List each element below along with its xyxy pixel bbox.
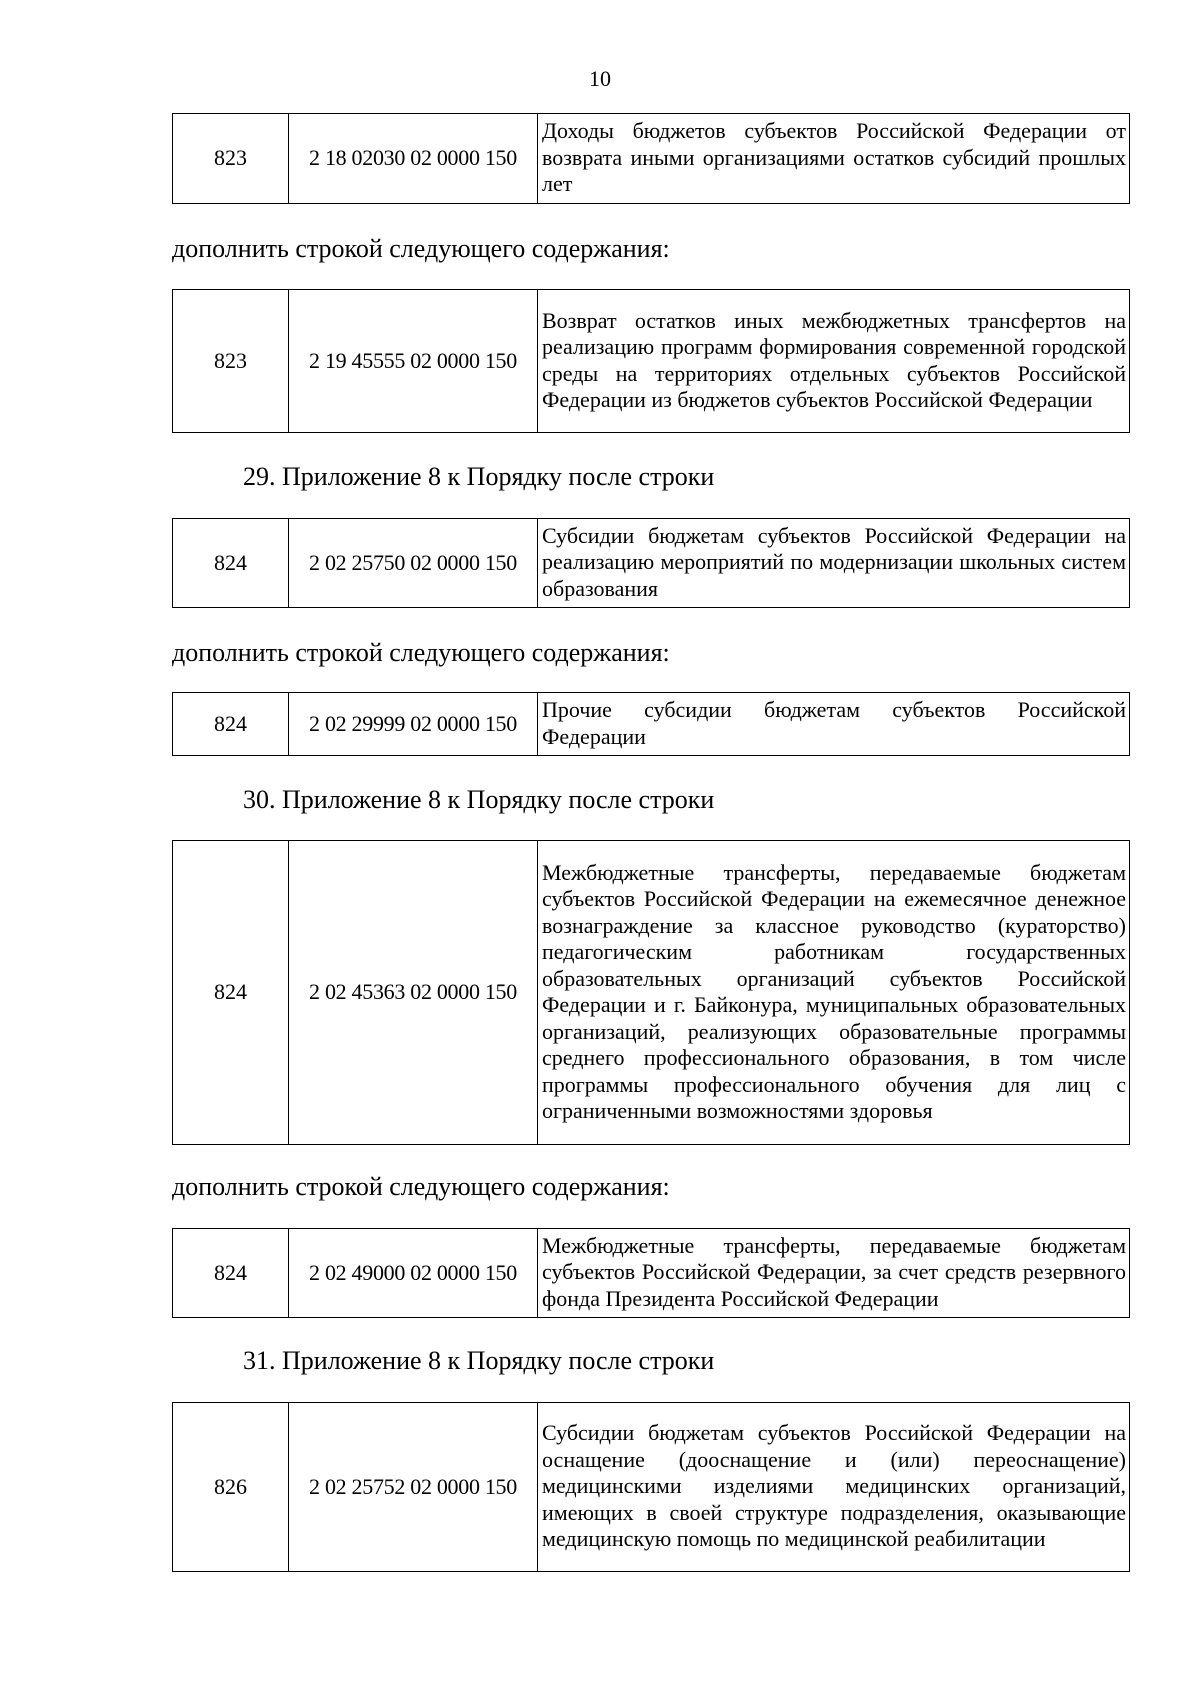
table-row bbox=[173, 693, 1130, 756]
budget-row-table bbox=[172, 518, 1130, 608]
kbk-cell: 2 02 29999 02 0000 150 bbox=[289, 693, 538, 756]
table-row bbox=[173, 519, 1130, 608]
budget-row-table bbox=[172, 289, 1130, 433]
admin-code-cell: 823 bbox=[173, 114, 289, 204]
admin-code-cell: 826 bbox=[173, 1403, 289, 1572]
description-cell: Субсидии бюджетам субъектов Российской Федерации на оснащение (дооснащение и (или) переоснащение) медицинскими изделиями медицинских организаций, имеющих в своей структуре подразделения, оказывающие медицинскую помощь по медицинской реабилитации bbox=[538, 1403, 1130, 1572]
kbk-cell: 2 19 45555 02 0000 150 bbox=[289, 290, 538, 433]
admin-code-cell: 824 bbox=[173, 841, 289, 1145]
table-row bbox=[173, 114, 1130, 204]
description-cell: Доходы бюджетов субъектов Российской Федерации от возврата иными организациями остатков субсидий прошлых лет bbox=[538, 114, 1130, 204]
budget-row-table bbox=[172, 840, 1130, 1145]
description-cell: Субсидии бюджетам субъектов Российской Федерации на реализацию мероприятий по модернизации школьных систем образования bbox=[538, 519, 1130, 608]
kbk-cell: 2 02 45363 02 0000 150 bbox=[289, 841, 538, 1145]
kbk-cell: 2 02 25750 02 0000 150 bbox=[289, 519, 538, 608]
admin-code-cell: 823 bbox=[173, 290, 289, 433]
table-row bbox=[173, 290, 1130, 433]
description-cell: Межбюджетные трансферты, передаваемые бюджетам субъектов Российской Федерации, за счет средств резервного фонда Президента Российской Федерации bbox=[538, 1229, 1130, 1318]
admin-code-cell: 824 bbox=[173, 1229, 289, 1318]
add-row-phrase: дополнить строкой следующего содержания: bbox=[172, 234, 670, 263]
add-row-phrase: дополнить строкой следующего содержания: bbox=[172, 638, 670, 667]
kbk-cell: 2 02 25752 02 0000 150 bbox=[289, 1403, 538, 1572]
table-row bbox=[173, 1403, 1130, 1572]
table-row bbox=[173, 841, 1130, 1145]
description-cell: Прочие субсидии бюджетам субъектов Российской Федерации bbox=[538, 693, 1130, 756]
admin-code-cell: 824 bbox=[173, 693, 289, 756]
page-number: 10 bbox=[589, 66, 611, 91]
description-cell: Межбюджетные трансферты, передаваемые бюджетам субъектов Российской Федерации на ежемесячное денежное вознаграждение за классное руководство (кураторство) педагогическим работникам государственных образовательных организаций субъектов Российской Федерации и г. Байконура, муниципальных образовательных организаций, реализующих образовательные программы среднего профессионального образования, в том числе программы профессионального обучения для лиц с ограниченными возможностями здоровья bbox=[538, 841, 1130, 1145]
section-heading: 29. Приложение 8 к Порядку после строки bbox=[243, 462, 715, 491]
budget-row-table bbox=[172, 113, 1130, 204]
section-heading: 31. Приложение 8 к Порядку после строки bbox=[243, 1346, 715, 1375]
budget-row-table bbox=[172, 1228, 1130, 1318]
kbk-cell: 2 02 49000 02 0000 150 bbox=[289, 1229, 538, 1318]
add-row-phrase: дополнить строкой следующего содержания: bbox=[172, 1172, 670, 1201]
table-row bbox=[173, 1229, 1130, 1318]
admin-code-cell: 824 bbox=[173, 519, 289, 608]
section-heading: 30. Приложение 8 к Порядку после строки bbox=[243, 785, 715, 814]
kbk-cell: 2 18 02030 02 0000 150 bbox=[289, 114, 538, 204]
budget-row-table bbox=[172, 692, 1130, 756]
description-cell: Возврат остатков иных межбюджетных трансфертов на реализацию программ формирования современной городской среды на территориях отдельных субъектов Российской Федерации из бюджетов субъектов Российской Федерации bbox=[538, 290, 1130, 433]
budget-row-table bbox=[172, 1402, 1130, 1572]
